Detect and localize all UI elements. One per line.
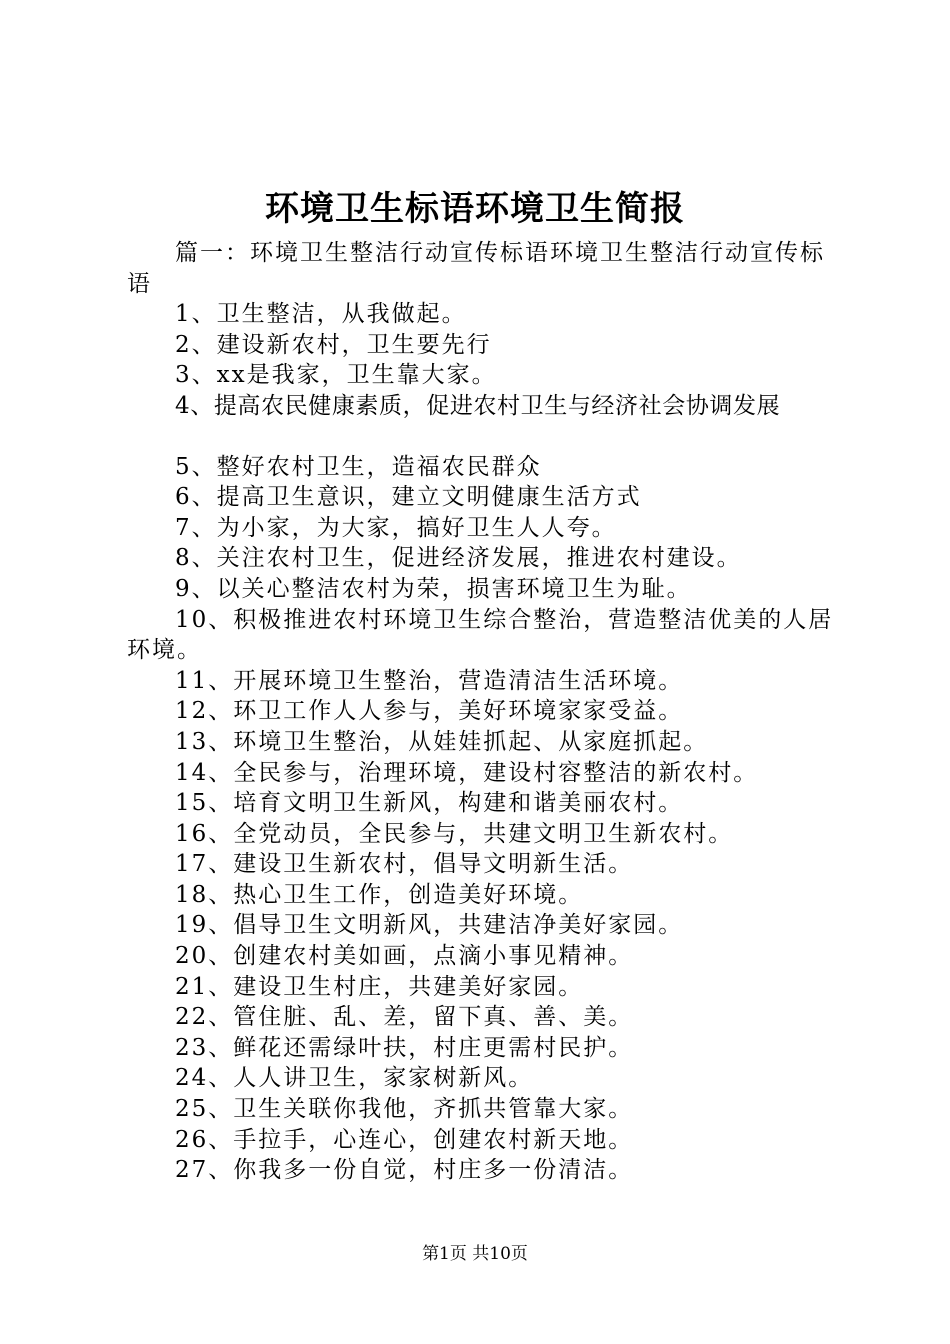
slogan-item: 4、提高农民健康素质，促进农村卫生与经济社会协调发展 (175, 392, 781, 419)
slogan-item: 5、整好农村卫生，造福农民群众 (175, 453, 542, 480)
slogan-item: 7、为小家，为大家，搞好卫生人人夸。 (175, 514, 617, 541)
slogan-item: 16、全党动员，全民参与，共建文明卫生新农村。 (175, 820, 734, 847)
slogan-item: 18、热心卫生工作，创造美好环境。 (175, 881, 584, 908)
slogan-item: 6、提高卫生意识，建立文明健康生活方式 (175, 484, 642, 511)
slogan-item: 13、环境卫生整治，从娃娃抓起、从家庭抓起。 (175, 728, 709, 755)
slogan-item: 24、人人讲卫生，家家树新风。 (175, 1065, 534, 1092)
slogan-item: 10、积极推进农村环境卫生综合整治，营造整洁优美的人居环境。 (127, 606, 834, 664)
slogan-item: 23、鲜花还需绿叶扶，村庄更需村民护。 (175, 1034, 634, 1061)
slogan-item: 11、开展环境卫生整治，营造清洁生活环境。 (175, 667, 684, 694)
document-body (127, 238, 837, 1186)
slogan-item: 20、创建农村美如画，点滴小事见精神。 (175, 943, 634, 970)
slogan-item: 14、全民参与，治理环境，建设村容整洁的新农村。 (175, 759, 759, 786)
slogan-item: 15、培育文明卫生新风，构建和谐美丽农村。 (175, 790, 684, 817)
slogan-item: 22、管住脏、乱、差，留下真、善、美。 (175, 1004, 634, 1031)
slogan-item: 19、倡导卫生文明新风，共建洁净美好家园。 (175, 912, 684, 939)
slogan-item: 27、你我多一份自觉，村庄多一份清洁。 (175, 1157, 634, 1184)
slogan-item: 21、建设卫生村庄，共建美好家园。 (175, 973, 584, 1000)
slogan-item: 9、以关心整洁农村为荣，损害环境卫生为耻。 (175, 575, 692, 602)
slogan-item: 17、建设卫生新农村，倡导文明新生活。 (175, 851, 634, 878)
slogan-item: 25、卫生关联你我他，齐抓共管靠大家。 (175, 1096, 634, 1123)
slogan-item: 8、关注农村卫生，促进经济发展，推进农村建设。 (175, 545, 742, 572)
slogan-item: 3、xx是我家，卫生靠大家。 (175, 362, 497, 389)
slogan-item: 2、建设新农村，卫生要先行 (175, 331, 492, 358)
slogan-item: 1、卫生整洁，从我做起。 (175, 301, 467, 328)
document-title: 环境卫生标语环境卫生简报 (265, 189, 685, 229)
intro-paragraph: 篇一：环境卫生整洁行动宣传标语环境卫生整洁行动宣传标语 (127, 240, 825, 297)
slogan-item: 12、环卫工作人人参与，美好环境家家受益。 (175, 698, 684, 725)
slogan-item: 26、手拉手，心连心，创建农村新天地。 (175, 1126, 634, 1153)
page-footer: 第1页 共10页 (422, 1244, 528, 1264)
